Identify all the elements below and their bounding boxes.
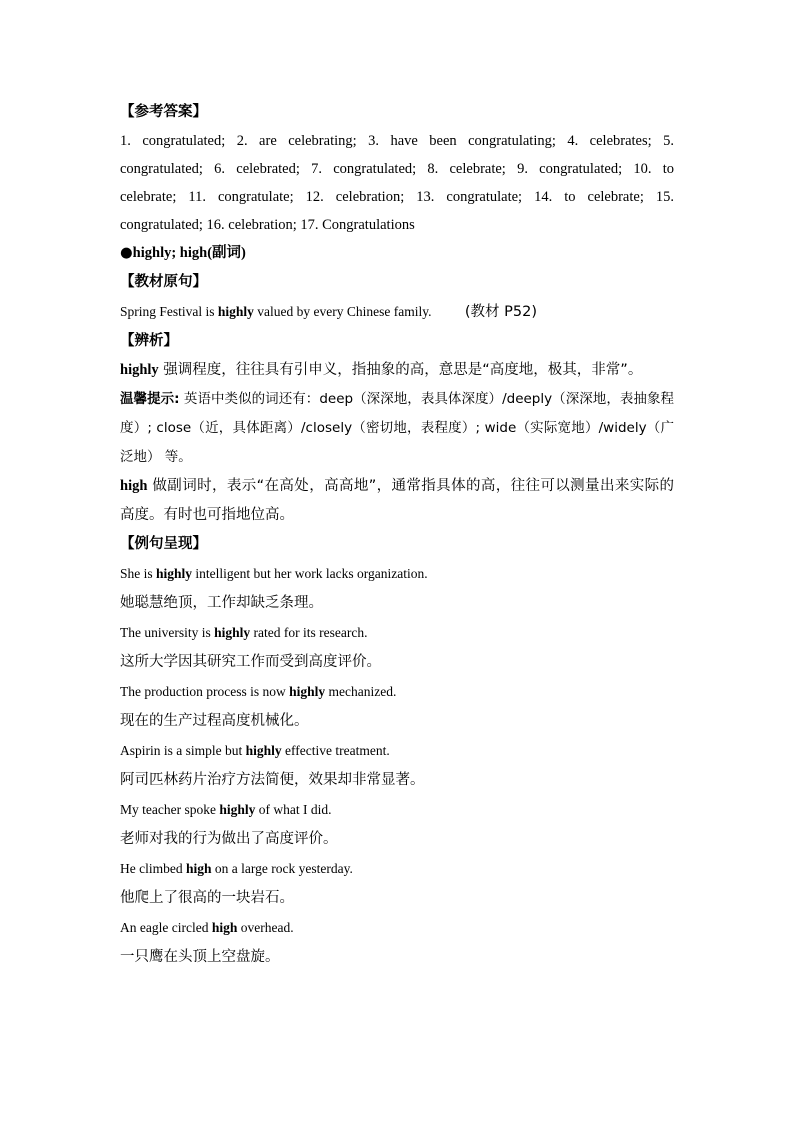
answers-line-1: 1. congratulated; 2. are celebrating; 3. have been congratulating; 4. celebrates; 5. [120, 133, 674, 149]
textbook-sentence-bold: highly [217, 304, 254, 319]
example-pre: The university is [120, 625, 215, 640]
example-en-7 [120, 913, 674, 942]
topic-title-text: highly; high( [132, 245, 213, 261]
example-post: effective treatment. [281, 743, 390, 758]
example-post: overhead. [237, 920, 294, 935]
textbook-source: (教材 P52) [464, 304, 537, 320]
example-bold: highly [214, 625, 251, 640]
example-pre: My teacher spoke [120, 802, 220, 817]
examples-heading: 【例句呈现】 [120, 536, 207, 552]
example-cn-6: 他爬上了很高的一块岩石。 [120, 890, 294, 906]
textbook-heading: 【教材原句】 [120, 274, 207, 290]
example-en-5 [120, 795, 674, 824]
example-en-3 [120, 677, 674, 706]
answers-line-2: congratulated; 6. celebrated; 7. congratulated; 8. celebrate; 9. congratulated; 10. to [120, 161, 674, 177]
topic-title-cn: 副词 [212, 245, 242, 261]
example-en-2 [120, 618, 674, 647]
topic-title [120, 239, 674, 268]
example-cn-2: 这所大学因其研究工作而受到高度评价。 [120, 654, 381, 670]
analysis-highly [120, 356, 674, 385]
example-pre: Aspirin is a simple but [120, 743, 246, 758]
textbook-sentence-pre: Spring Festival is [120, 304, 218, 319]
analysis-tip [120, 385, 674, 472]
analysis-high [120, 472, 674, 530]
example-post: mechanized. [325, 684, 397, 699]
example-bold: high [211, 920, 238, 935]
example-bold: highly [289, 684, 326, 699]
analysis-highly-text: 强调程度，往往具有引申义，指抽象的高，意思是“高度地，极其，非常”。 [158, 362, 643, 378]
example-cn-4: 阿司匹林药片治疗方法简便，效果却非常显著。 [120, 772, 425, 788]
answers-line-4: congratulated; 16. celebration; 17. Congratulations [120, 217, 415, 233]
textbook-sentence [120, 297, 674, 327]
example-pre: An eagle circled [120, 920, 212, 935]
example-bold: highly [156, 566, 193, 581]
analysis-high-word: high [120, 478, 148, 494]
example-en-6 [120, 854, 674, 883]
example-post: on a large rock yesterday. [211, 861, 353, 876]
example-post: intelligent but her work lacks organization. [192, 566, 428, 581]
example-cn-7: 一只鹰在头顶上空盘旋。 [120, 949, 280, 965]
example-bold: highly [245, 743, 282, 758]
analysis-tip-label: 温馨提示: [120, 391, 180, 407]
document-page [120, 98, 674, 972]
example-bold: highly [219, 802, 256, 817]
answers-heading: 【参考答案】 [120, 104, 207, 120]
example-post: of what I did. [255, 802, 332, 817]
analysis-high-text: 做副词时，表示“在高处，高高地”，通常指具体的高，往往可以测量出来实际的高度。有时也可指地位高。 [120, 478, 674, 523]
example-post: rated for its research. [250, 625, 368, 640]
answers-line-3: celebrate; 11. congratulate; 12. celebration; 13. congratulate; 14. to celebrate; 15. [120, 189, 674, 205]
analysis-tip-text: 英语中类似的词还有：deep（深深地，表具体深度）/deeply（深深地，表抽象程度）; close（近，具体距离）/closely（密切地，表程度）; wide（实际宽地）/widely（广泛地） 等。 [120, 391, 674, 465]
example-pre: He climbed [120, 861, 186, 876]
example-cn-5: 老师对我的行为做出了高度评价。 [120, 831, 338, 847]
textbook-sentence-post: valued by every Chinese family. [253, 304, 432, 319]
bullet-icon: ● [120, 245, 133, 261]
example-pre: The production process is now [120, 684, 290, 699]
example-en-4 [120, 736, 674, 765]
topic-title-close: ) [241, 245, 246, 261]
example-cn-1: 她聪慧绝顶，工作却缺乏条理。 [120, 595, 323, 611]
analysis-highly-word: highly [120, 362, 159, 378]
example-cn-3: 现在的生产过程高度机械化。 [120, 713, 309, 729]
example-en-1 [120, 559, 674, 588]
analysis-heading: 【辨析】 [120, 333, 178, 349]
example-pre: She is [120, 566, 157, 581]
example-bold: high [185, 861, 212, 876]
